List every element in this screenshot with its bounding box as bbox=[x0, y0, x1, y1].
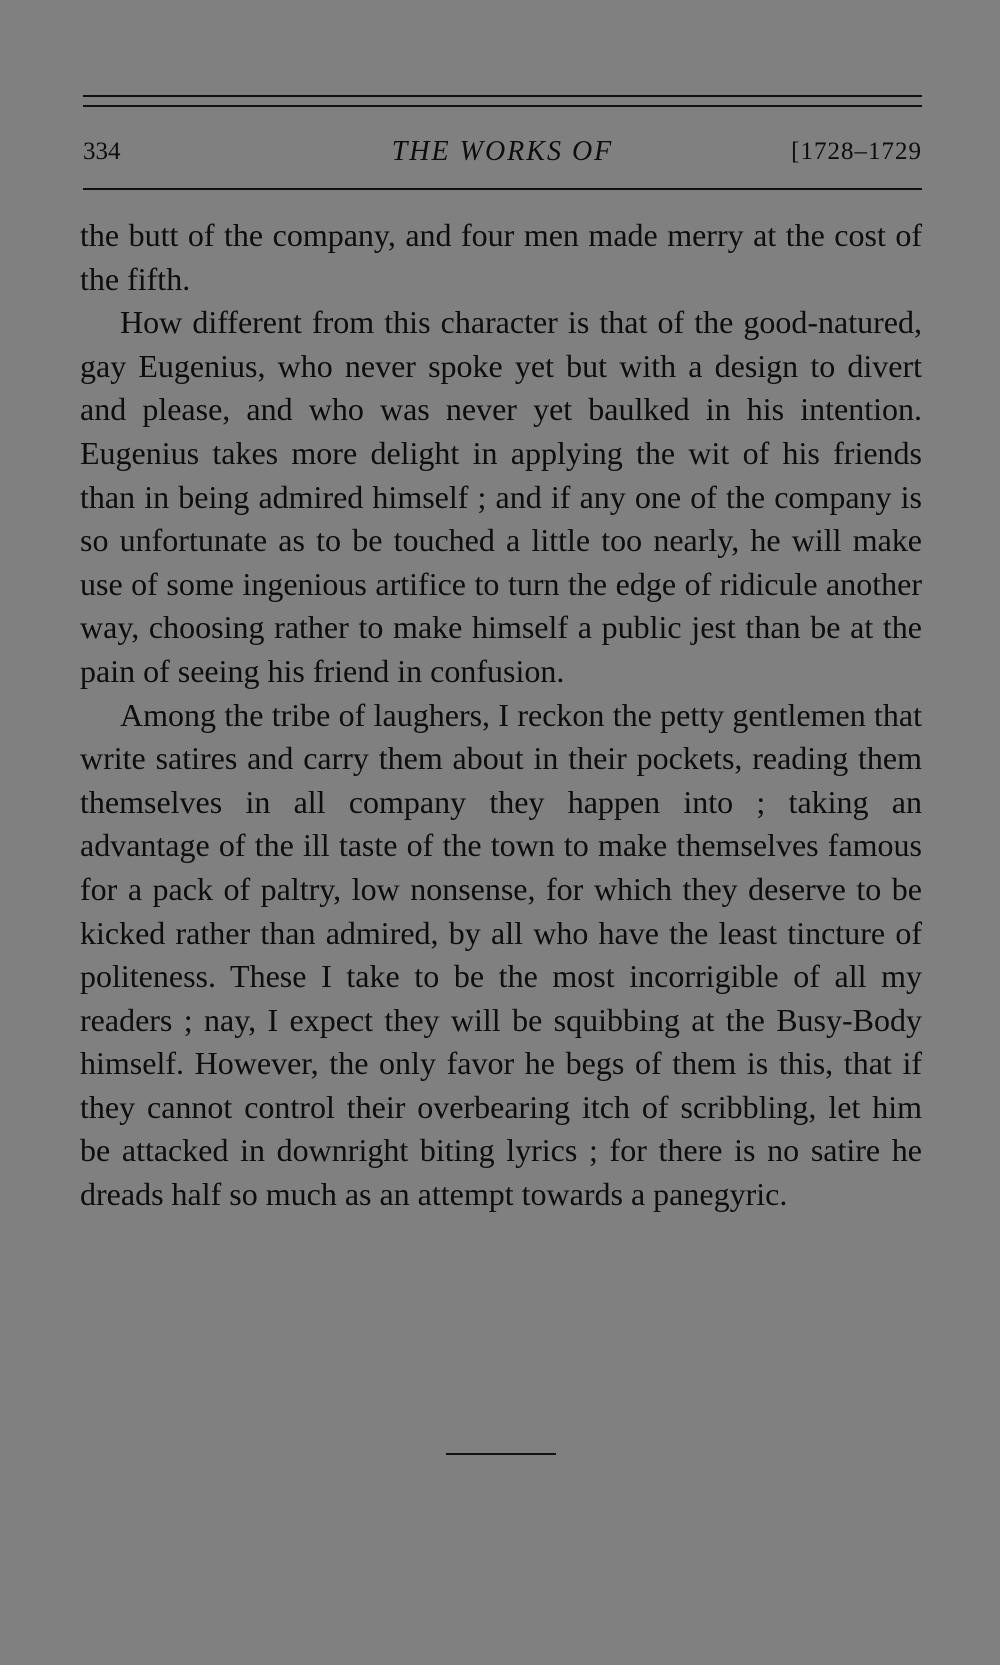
header-rule-bottom bbox=[83, 188, 922, 190]
date-range: [1728–1729 bbox=[791, 138, 922, 165]
paragraph: How different from this character is that of the good-natured, gay Eugenius, who never spoke yet but with a design to divert and please, and who was never yet baulked in his intention. Eugenius takes more delight in applying the wit of his friends than in being admired himself ; and if any one of the company is so unfortunate as to be touched a little too nearly, he will make use of some ingenious artifice to turn the edge of ridicule another way, choosing rather to make himself a public jest than be at the pain of seeing his friend in confusion. bbox=[80, 304, 922, 689]
running-head bbox=[83, 132, 922, 172]
paragraph: the butt of the company, and four men made merry at the cost of the fifth. bbox=[80, 217, 922, 297]
running-title: THE WORKS OF bbox=[391, 136, 614, 167]
header-rule-second bbox=[83, 105, 922, 107]
header-rule-top bbox=[83, 95, 922, 97]
section-end-rule bbox=[446, 1453, 556, 1455]
page-number: 334 bbox=[83, 138, 121, 165]
paragraph: Among the tribe of laughers, I reckon the petty gentlemen that write satires and carry them about in their pockets, reading them themselves in all company they happen into ; taking an advantage of the ill taste of the town to make themselves famous for a pack of paltry, low nonsense, for which they deserve to be kicked rather than admired, by all who have the least tincture of politeness. These I take to be the most incorrigible of all my readers ; nay, I expect they will be squibbing at the Busy-Body himself. However, the only favor he begs of them is this, that if they cannot control their overbearing itch of scribbling, let him be attacked in downright biting lyrics ; for there is no satire he dreads half so much as an attempt towards a panegyric. bbox=[80, 696, 922, 1213]
body-text bbox=[80, 214, 922, 1217]
